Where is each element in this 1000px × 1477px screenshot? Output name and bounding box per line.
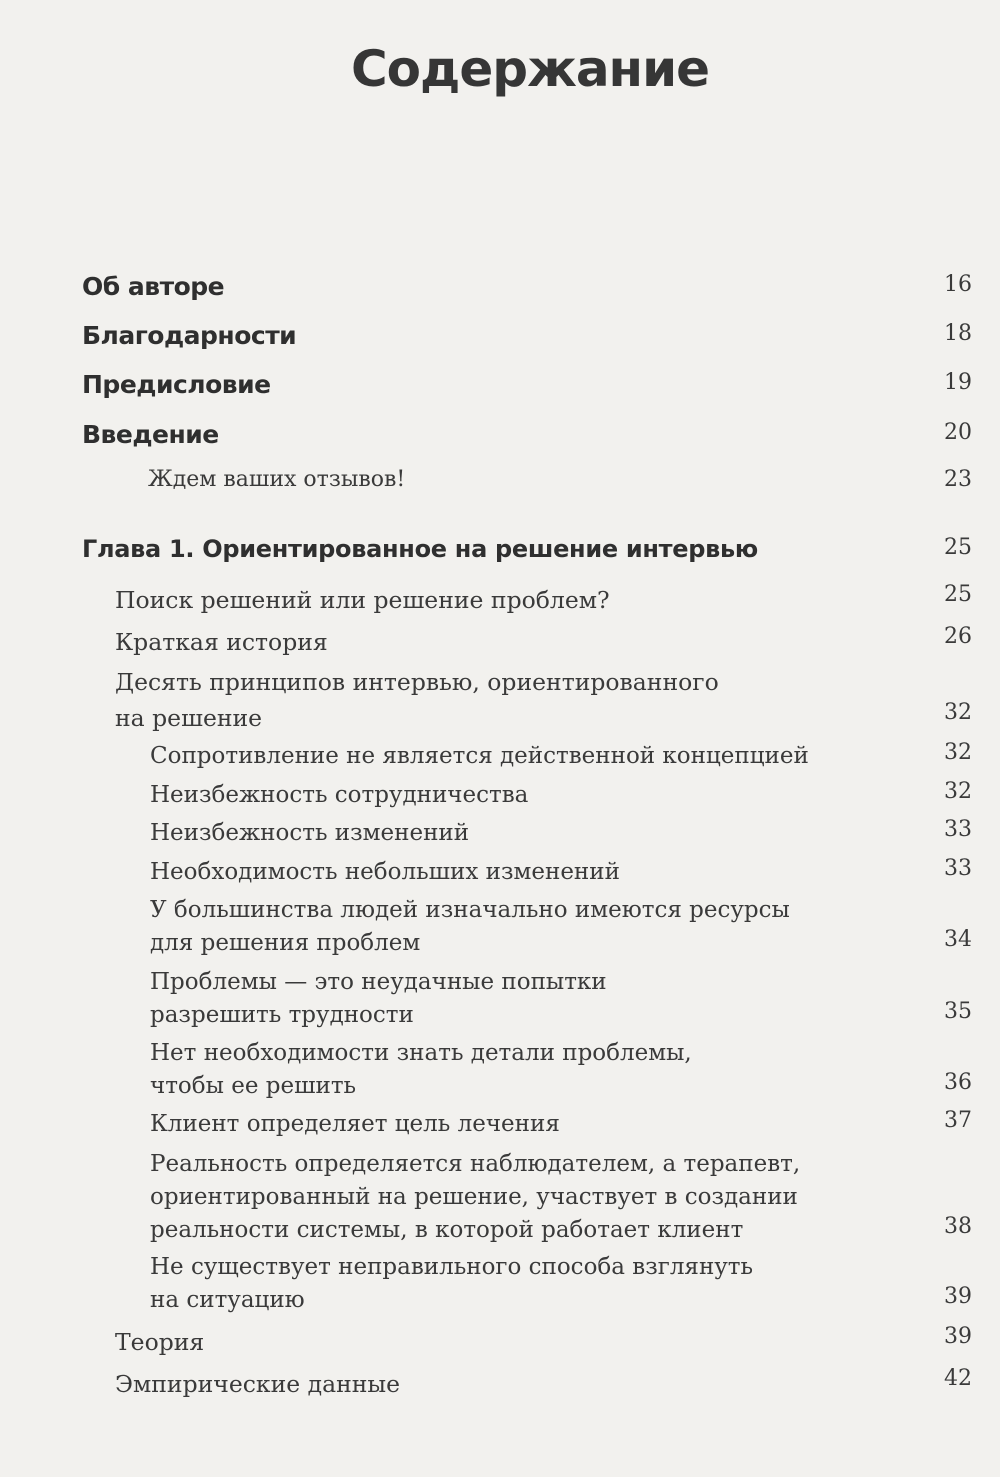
toc-entry-label-line: Сопротивление не является действенной концепцией: [150, 743, 809, 769]
toc-entry-label: Краткая история: [115, 628, 328, 656]
toc-page-number: 35: [944, 999, 972, 1024]
toc-page-number: 25: [944, 582, 972, 607]
toc-entry-label: Благодарности: [82, 321, 297, 350]
toc-page-number: 37: [944, 1108, 972, 1133]
toc-page-number: 20: [944, 420, 972, 445]
toc-page-number: 18: [944, 321, 972, 346]
toc-page-number: 34: [944, 927, 972, 952]
toc-page-number: 19: [944, 370, 972, 395]
toc-entry-label: Введение: [82, 420, 219, 449]
toc-page-number: 38: [944, 1214, 972, 1239]
toc-entry-label-line: Неизбежность изменений: [150, 820, 470, 846]
toc-page-number: 33: [944, 817, 972, 842]
toc-entry-label: Предисловие: [82, 370, 271, 399]
toc-page-number: 32: [944, 700, 972, 725]
toc-page-number: 33: [944, 856, 972, 881]
toc-entry-label-line: Десять принципов интервью, ориентированного: [115, 668, 719, 696]
toc-chapter-label: Глава 1. Ориентированное на решение интервью: [82, 535, 758, 563]
toc-entry-label-line: Не существует неправильного способа взглянуть: [150, 1254, 754, 1280]
toc-page-number: 23: [944, 467, 972, 492]
toc-page-number: 42: [944, 1366, 972, 1391]
toc-entry-label-line: чтобы ее решить: [150, 1073, 357, 1099]
toc-entry-label: Эмпирические данные: [115, 1370, 401, 1398]
toc-page-number: 32: [944, 779, 972, 804]
toc-entry-label-line: Неизбежность сотрудничества: [150, 782, 529, 808]
toc-entry-label: Об авторе: [82, 272, 225, 301]
page-title: Содержание: [350, 40, 710, 98]
toc-entry-label: Теория: [115, 1328, 205, 1356]
toc-entry-label: Поиск решений или решение проблем?: [115, 586, 610, 614]
toc-entry-label-line: на ситуацию: [150, 1287, 305, 1313]
toc-entry-label-line: для решения проблем: [150, 930, 421, 956]
toc-entry-label-line: Клиент определяет цель лечения: [150, 1111, 560, 1137]
toc-entry-label: Ждем ваших отзывов!: [148, 467, 406, 492]
toc-entry-label-line: ориентированный на решение, участвует в создании: [150, 1184, 798, 1210]
toc-entry-label-line: Необходимость небольших изменений: [150, 859, 620, 885]
toc-entry-label-line: реальности системы, в которой работает клиент: [150, 1217, 744, 1243]
toc-entry-label-line: Реальность определяется наблюдателем, а терапевт,: [150, 1151, 801, 1177]
toc-entry-label-line: на решение: [115, 704, 263, 732]
toc-page-number: 36: [944, 1070, 972, 1095]
toc-page-number: 32: [944, 740, 972, 765]
toc-entry-label-line: Проблемы — это неудачные попытки: [150, 969, 607, 995]
toc-page-number: 26: [944, 624, 972, 649]
toc-page-number: 25: [944, 535, 972, 560]
toc-page-number: 39: [944, 1284, 972, 1309]
toc-entry-label-line: У большинства людей изначально имеются ресурсы: [150, 897, 790, 923]
toc-page-number: 16: [944, 272, 972, 297]
toc-entry-label-line: Нет необходимости знать детали проблемы,: [150, 1040, 692, 1066]
toc-page-number: 39: [944, 1324, 972, 1349]
toc-entry-label-line: разрешить трудности: [150, 1002, 414, 1028]
